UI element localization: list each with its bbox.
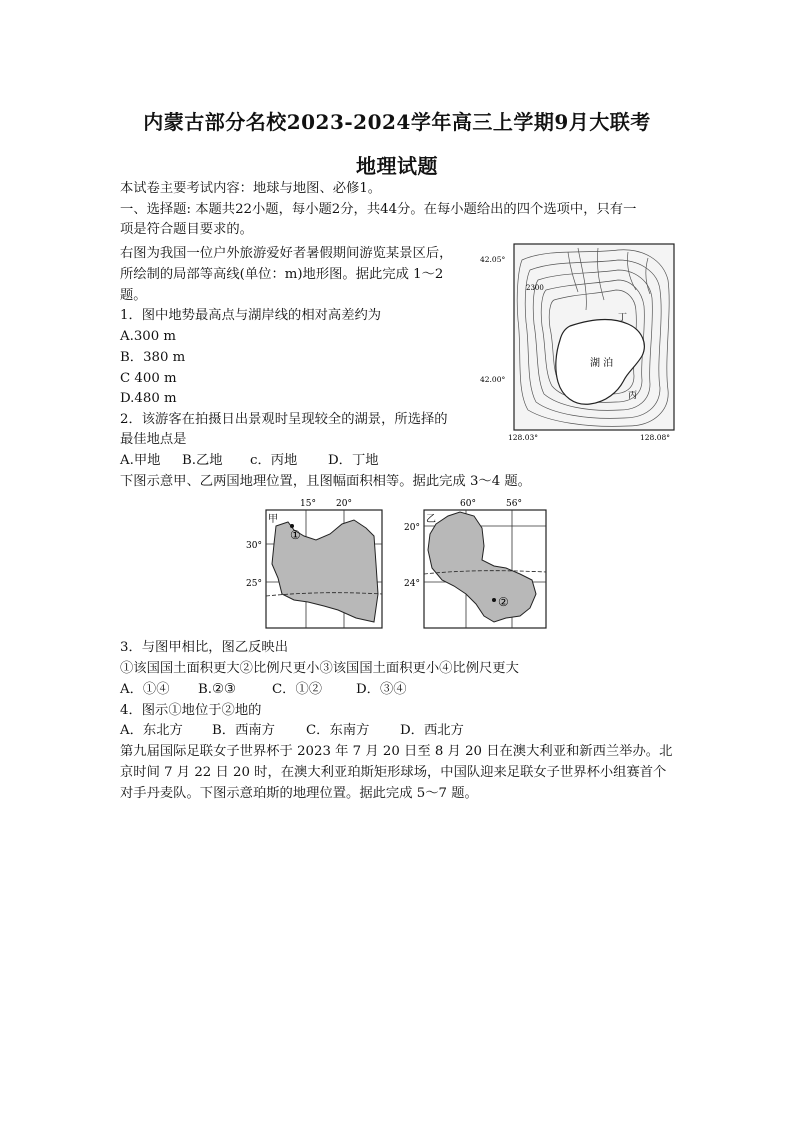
section-instruction-1: 一、选择题: 本题共22小题，每小题2分，共44分。在每小题给出的四个选项中，只有一: [120, 202, 637, 217]
map-yi-lon1: 60°: [460, 499, 476, 509]
passage1-line1: 右图为我国一位户外旅游爱好者暑假期间游览某景区后，: [120, 246, 453, 261]
q1-option-c: C 400 m: [120, 371, 177, 386]
map-jia-lon2: 20°: [336, 499, 352, 509]
lat-bottom-label: 42.00°: [480, 375, 506, 384]
map-yi-lat2: 24°: [404, 579, 420, 589]
passage1-line3: 题。: [120, 288, 147, 303]
map-jia-lat1: 30°: [246, 541, 262, 551]
passage3-line2: 京时间 7 月 22 日 20 时，在澳大利亚珀斯矩形球场，中国队迎来足联女子世界杯小组赛首个: [120, 765, 667, 780]
map-jia-name: 甲: [268, 514, 278, 525]
q2-stem-2: 最佳地点是: [120, 432, 187, 447]
q3-option-d: D．③④: [356, 682, 407, 697]
q2-option-c: c．丙地: [250, 453, 298, 468]
q3-option-b: B.②③: [198, 682, 236, 697]
map-yi-figure: [402, 494, 550, 634]
q2-option-b: B.乙地: [182, 453, 223, 468]
map-yi: [402, 494, 550, 634]
label-ding: 丁: [618, 313, 628, 323]
map-yi-lon2: 56°: [506, 499, 522, 509]
map-yi-marker: ②: [498, 595, 509, 609]
lon-right-label: 128.08°: [640, 433, 670, 442]
q4-stem: 4．图示①地位于②地的: [120, 703, 262, 718]
map-yi-lat1: 20°: [404, 523, 420, 533]
q3-option-c: C．①②: [272, 682, 323, 697]
passage3-line3: 对手丹麦队。下图示意珀斯的地理位置。据此完成 5～7 题。: [120, 786, 478, 801]
map-yi-marker-dot: [492, 598, 496, 602]
passage3-line1: 第九届国际足联女子世界杯于 2023 年 7 月 20 日至 8 月 20 日在澳大利亚和新西兰举办。北: [120, 744, 673, 759]
q3-statements: ①该国国土面积更大②比例尺更小③该国国土面积更小④比例尺更大: [120, 661, 519, 676]
q2-stem-1: 2．该游客在拍摄日出景观时呈现较全的湖景，所选择的: [120, 412, 448, 427]
q4-option-b: B．西南方: [212, 723, 275, 738]
q4-option-c: C．东南方: [306, 723, 370, 738]
contour-label-2300: 2300: [526, 284, 544, 292]
q3-stem: 3．与图甲相比，图乙反映出: [120, 640, 289, 655]
lon-left-label: 128.03°: [508, 433, 538, 442]
q1-option-a: A.300 m: [120, 329, 177, 344]
map-yi-name: 乙: [426, 514, 436, 525]
map-jia-marker: ①: [290, 528, 301, 542]
exam-title: 内蒙古部分名校2023-2024学年高三上学期9月大联考: [143, 110, 651, 134]
exam-subtitle: 地理试题: [356, 154, 438, 178]
q1-stem: 1．图中地势最高点与湖岸线的相对高差约为: [120, 308, 382, 323]
passage2-line1: 下图示意甲、乙两国地理位置，且图幅面积相等。据此完成 3～4 题。: [120, 474, 531, 489]
exam-scope: 本试卷主要考试内容：地球与地图、必修1。: [120, 181, 382, 196]
lake-label: 湖 泊: [590, 358, 614, 369]
q4-option-d: D．西北方: [400, 723, 464, 738]
map-jia: [246, 494, 386, 634]
q1-option-b: B．380 m: [120, 350, 186, 365]
map-jia-figure: [246, 494, 386, 634]
map-jia-lat2: 25°: [246, 579, 262, 589]
q2-option-d: D．丁地: [328, 453, 379, 468]
contour-map: [478, 240, 678, 444]
q1-option-d: D.480 m: [120, 391, 177, 406]
map-jia-lon1: 15°: [300, 499, 316, 509]
q4-option-a: A．东北方: [120, 723, 183, 738]
lat-top-label: 42.05°: [480, 255, 506, 264]
label-bing: 丙: [628, 391, 638, 401]
section-instruction-2: 项是符合题目要求的。: [120, 222, 253, 237]
q2-option-a: A.甲地: [120, 453, 161, 468]
contour-map-figure: [478, 240, 678, 444]
passage1-line2: 所绘制的局部等高线(单位：m)地形图。据此完成 1～2: [120, 267, 444, 282]
q3-option-a: A．①④: [120, 682, 170, 697]
